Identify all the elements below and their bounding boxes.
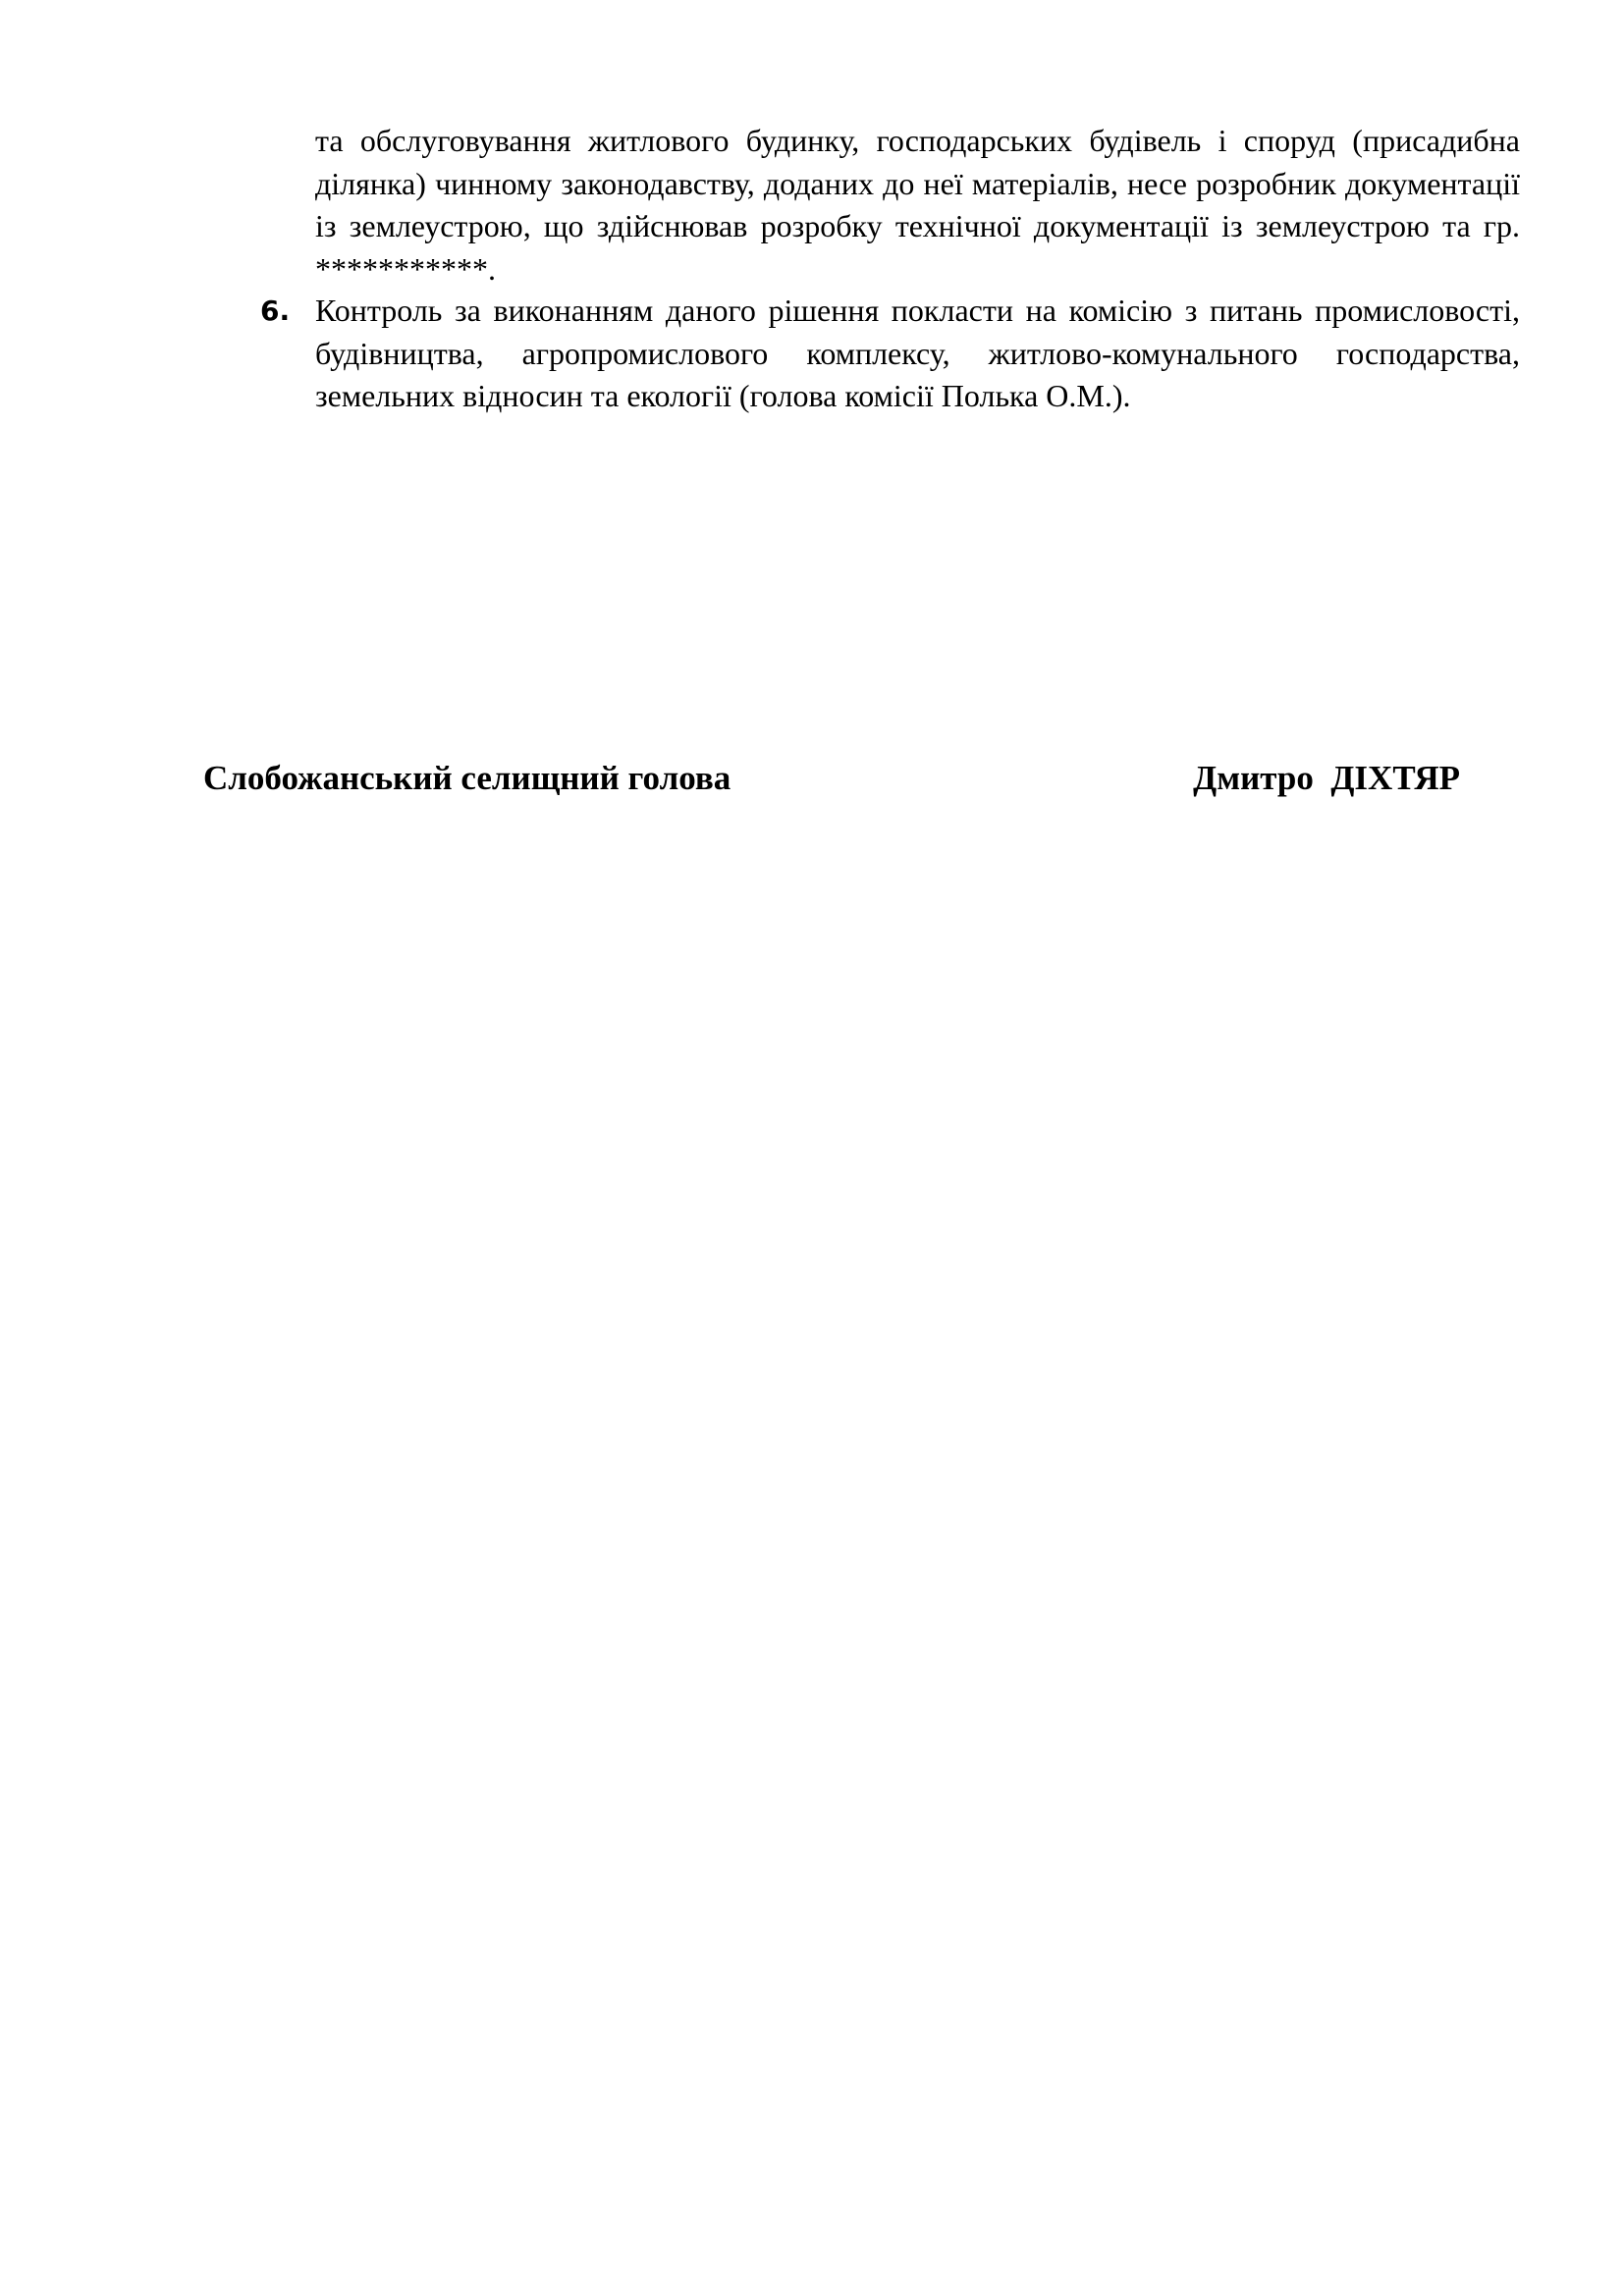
list-item-number: 6. xyxy=(260,294,291,327)
signature-block xyxy=(203,754,1460,803)
list-item-text: Контроль за виконанням даного рішення покласти на комісію з питань промисловості, будівництва, агропромислового комплексу, житлово-комунального господарства, земельних відносин та екології (голова комісії Полька О.М.). xyxy=(315,293,1520,413)
signatory-position: Слобожанський селищний голова xyxy=(203,759,731,797)
continuation-paragraph: та обслуговування житлового будинку, господарських будівель і споруд (присадибна ділянка) чинному законодавству, доданих до неї матеріалів, несе розробник документації із землеустрою, що здійснював розробку технічної документації із землеустрою та гр. ***********. xyxy=(315,123,1520,287)
signatory-name: Дмитро ДІХТЯР xyxy=(1193,759,1460,797)
